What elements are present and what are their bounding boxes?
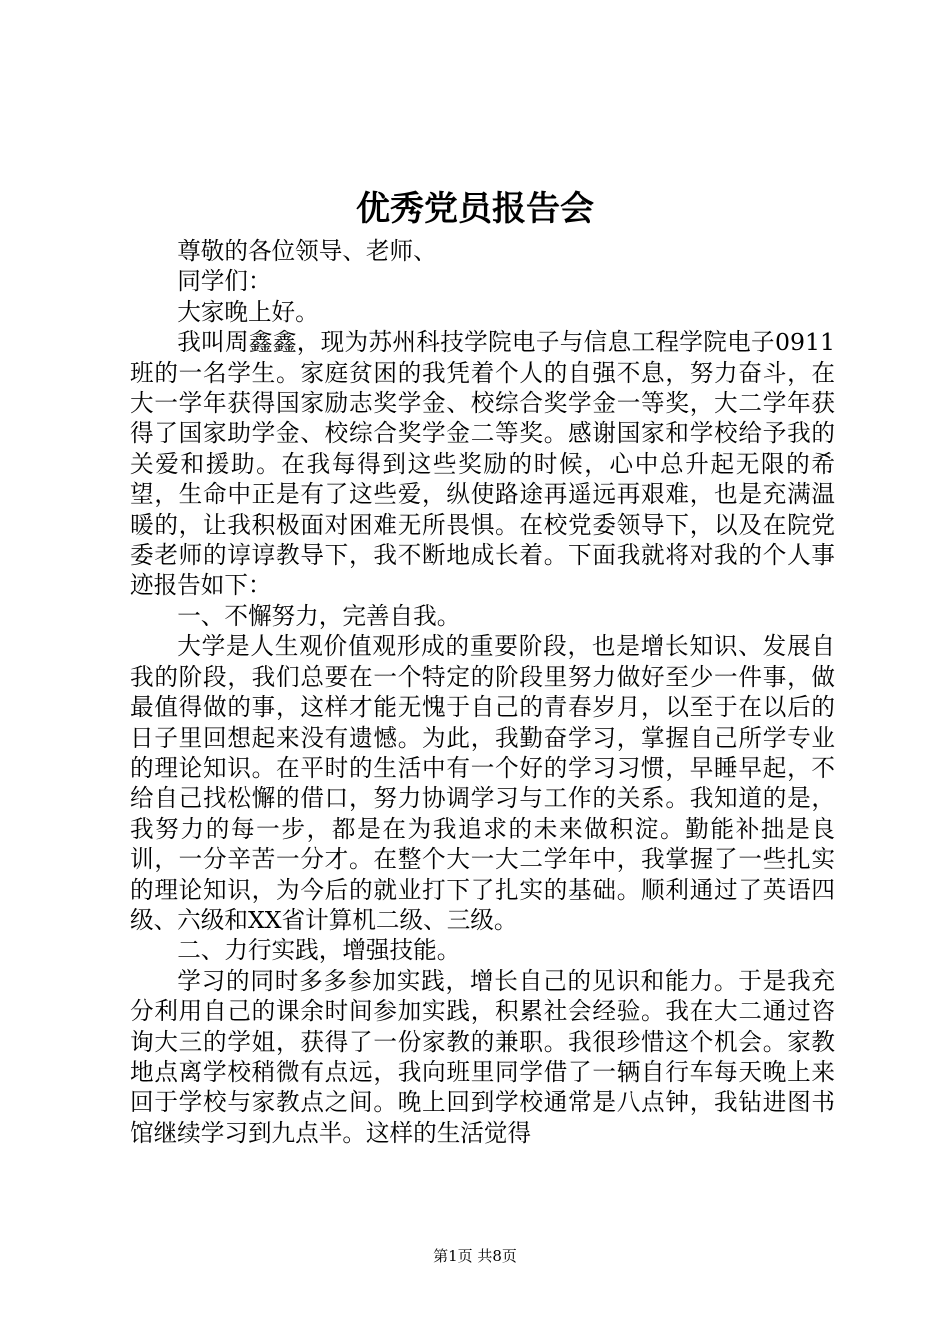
section-heading-1: 一、不懈努力，完善自我。 bbox=[177, 601, 461, 630]
paragraph-introduction: 我叫周鑫鑫，现为苏州科技学院电子与信息工程学院电子0911班的一名学生。家庭贫困的我凭着个人的自强不息，努力奋斗，在大一学年获得国家励志奖学金、校综合奖学金一等奖，大二学年获得了国家助学金、校综合奖学金二等奖。感谢国家和学校给予我的关爱和援助。在我每得到这些奖励的时候，心中总升起无限的希望，生命中正是有了这些爱，纵使路途再遥远再艰难，也是充满温暖的，让我积极面对困难无所畏惧。在校党委领导下，以及在院党委老师的谆谆教导下，我不断地成长着。下面我就将对我的个人事迹报告如下： bbox=[130, 328, 835, 600]
document-title: 优秀党员报告会 bbox=[356, 189, 594, 229]
section-heading-2: 二、力行实践，增强技能。 bbox=[177, 936, 461, 965]
paragraph-greeting-1: 尊敬的各位领导、老师、 bbox=[177, 237, 437, 265]
paragraph-greeting-3: 大家晚上好。 bbox=[177, 297, 319, 326]
paragraph-section-1: 大学是人生观价值观形成的重要阶段，也是增长知识、发展自我的阶段，我们总要在一个特定的阶段里努力做好至少一件事，做最值得做的事，这样才能无愧于自己的青春岁月，以至于在以后的日子里回想起来没有遗憾。为此，我勤奋学习，掌握自己所学专业的理论知识。在平时的生活中有一个好的学习习惯，早睡早起，不给自己找松懈的借口，努力协调学习与工作的关系。我知道的是，我努力的每一步，都是在为我追求的未来做积淀。勤能补拙是良训，一分辛苦一分才。在整个大一大二学年中，我掌握了一些扎实的理论知识，为今后的就业打下了扎实的基础。顺利通过了英语四级、六级和XX省计算机二级、三级。 bbox=[130, 632, 835, 934]
paragraph-section-2: 学习的同时多多参加实践，增长自己的见识和能力。于是我充分利用自己的课余时间参加实践，积累社会经验。我在大二通过咨询大三的学姐，获得了一份家教的兼职。我很珍惜这个机会。家教地点离学校稍微有点远，我向班里同学借了一辆自行车每天晚上来回于学校与家教点之间。晚上回到学校通常是八点钟，我钻进图书馆继续学习到九点半。这样的生活觉得 bbox=[130, 966, 835, 1147]
page-number-footer: 第1页 共8页 bbox=[433, 1247, 517, 1265]
document-body bbox=[130, 236, 835, 1148]
paragraph-greeting-2: 同学们： bbox=[177, 267, 272, 296]
